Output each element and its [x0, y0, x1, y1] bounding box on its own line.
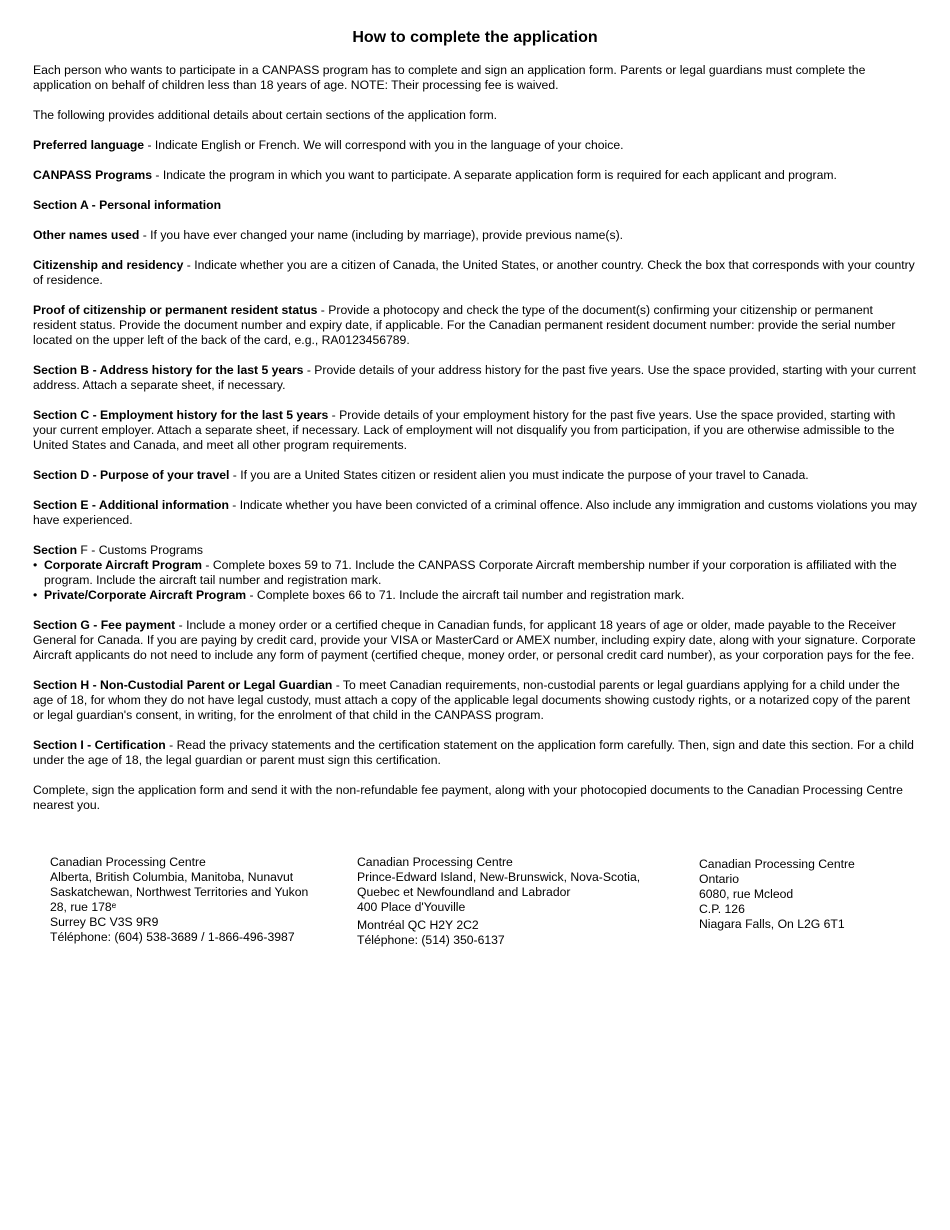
centre-west-regions-2: Saskatchewan, Northwest Territories and Yukon [50, 885, 309, 899]
canpass-programs-text: - Indicate the program in which you want to participate. A separate application form is required for each applicant and program. [151, 168, 837, 182]
section-c-paragraph [33, 408, 917, 453]
private-corporate-aircraft-text: - Complete boxes 66 to 71. Include the aircraft tail number and registration mark. [246, 588, 685, 602]
centre-ontario-city: Niagara Falls, On L2G 6T1 [699, 917, 845, 931]
section-d-paragraph [33, 468, 917, 483]
list-item [33, 588, 917, 603]
preferred-language-paragraph [33, 138, 917, 153]
centre-east-city: Montréal QC H2Y 2C2 [357, 918, 479, 932]
section-b-paragraph [33, 363, 917, 393]
section-c-label: Section C - Employment history for the last 5 years [33, 408, 329, 422]
section-f-list [33, 558, 917, 603]
preferred-language-text: - Indicate English or French. We will correspond with you in the language of your choice. [144, 138, 624, 152]
section-d-label: Section D - Purpose of your travel [33, 468, 230, 482]
preferred-language-label: Preferred language [33, 138, 145, 152]
centre-east-regions-1: Prince-Edward Island, New-Brunswick, Nova-Scotia, [357, 870, 641, 884]
other-names-paragraph [33, 228, 917, 243]
list-item [33, 558, 917, 588]
canpass-programs-label: CANPASS Programs [33, 168, 152, 182]
section-e-text: - Indicate whether you have been convicted of a criminal offence. Also include any immigration and customs violations you may have experienced. [33, 498, 917, 527]
section-e-label: Section E - Additional information [33, 498, 229, 512]
centre-west-name: Canadian Processing Centre [50, 855, 206, 869]
instructions-page [33, 28, 917, 828]
centre-ontario-street: 6080, rue Mcleod [699, 887, 794, 901]
corporate-aircraft-label: Corporate Aircraft Program [44, 558, 203, 572]
citizenship-label: Citizenship and residency [33, 258, 184, 272]
section-b-label: Section B - Address history for the last 5 years [33, 363, 304, 377]
private-corporate-aircraft-label: Private/Corporate Aircraft Program [44, 588, 247, 602]
section-g-paragraph [33, 618, 917, 663]
other-names-text: - If you have ever changed your name (including by marriage), provide previous name(s). [139, 228, 624, 242]
centre-ontario-region: Ontario [699, 872, 739, 886]
citizenship-paragraph [33, 258, 917, 288]
section-i-paragraph [33, 738, 917, 768]
section-d-text: - If you are a United States citizen or resident alien you must indicate the purpose of your travel to Canada. [229, 468, 809, 482]
section-i-text: - Read the privacy statements and the certification statement on the application form carefully. Then, sign and date this section. For a child under the age of 18, the legal guardian or parent must sign this certification. [33, 738, 914, 767]
centre-ontario-po-box: C.P. 126 [699, 902, 745, 916]
proof-text: - Provide a photocopy and check the type of the document(s) confirming your citizenship or permanent resident status. Provide the document number and expiry date, if applicable. For the Canadian permanent resident document number: provide the serial number located on the upper left of the back of the card, e.g., RA0123456789. [33, 303, 896, 347]
section-h-label: Section H - Non-Custodial Parent or Legal Guardian [33, 678, 333, 692]
section-g-text: - Include a money order or a certified cheque in Canadian funds, for applicant 18 years of age or older, made payable to the Receiver General for Canada. If you are paying by credit card, provide your VISA or MasterCard or AMEX number, including expiry date, along with your signature. Corporate Aircraft applicants do not need to include any form of payment (certified cheque, money order, or personal credit card number), as your corporation pays for the fee. [33, 618, 916, 662]
proof-label: Proof of citizenship or permanent resident status [33, 303, 318, 317]
centre-east-regions-2: Quebec et Newfoundland and Labrador [357, 885, 571, 899]
centre-west-city: Surrey BC V3S 9R9 [50, 915, 159, 929]
section-e-paragraph [33, 498, 917, 528]
section-a-label: Section A - Personal information [33, 198, 222, 212]
bullet-icon: • [33, 558, 38, 572]
intro-paragraph: Each person who wants to participate in a CANPASS program has to complete and sign an application form. Parents or legal guardians must complete the application on behalf of children less than 18 years of age. NOTE: Their processing fee is waived. [33, 63, 866, 92]
canpass-programs-paragraph [33, 168, 917, 183]
centre-east-street: 400 Place d'Youville [357, 900, 466, 914]
section-b-text: - Provide details of your address history for the past five years. Use the space provided, starting with your current address. Attach a separate sheet, if necessary. [33, 363, 916, 392]
centre-east-address [357, 855, 640, 948]
section-h-text: - To meet Canadian requirements, non-custodial parents or legal guardians applying for a child under the age of 18, for whom they do not have legal custody, must attach a copy of the applicable legal documents showing custody rights, or a notarized copy of the parent or legal guardian's consent, in writing, for the enrolment of that child in the CANPASS program. [33, 678, 911, 722]
page-title: How to complete the application [352, 29, 598, 46]
centre-west-street: 28, rue 178ᵉ [50, 900, 117, 914]
centre-west-regions-1: Alberta, British Columbia, Manitoba, Nunavut [50, 870, 294, 884]
citizenship-text: - Indicate whether you are a citizen of Canada, the United States, or another country. Check the box that corresponds with your country of residence. [33, 258, 915, 287]
section-h-paragraph [33, 678, 917, 723]
intro-details: The following provides additional details about certain sections of the application form. [33, 108, 498, 122]
centre-west-phone: Téléphone: (604) 538-3689 / 1-866-496-3987 [50, 930, 295, 944]
bullet-icon: • [33, 588, 38, 602]
section-f-heading [33, 543, 917, 558]
centre-west-address [50, 855, 308, 945]
section-f-text: F - Customs Programs [77, 543, 203, 557]
centre-ontario-address [699, 857, 855, 932]
section-i-label: Section I - Certification [33, 738, 166, 752]
section-a-heading [33, 198, 917, 213]
other-names-label: Other names used [33, 228, 140, 242]
centre-east-name: Canadian Processing Centre [357, 855, 513, 869]
corporate-aircraft-text: - Complete boxes 59 to 71. Include the CANPASS Corporate Aircraft membership number if your corporation is affiliated with the program. Include the aircraft tail number and registration mark. [44, 558, 897, 587]
centre-ontario-name: Canadian Processing Centre [699, 857, 855, 871]
section-c-text: - Provide details of your employment history for the past five years. Use the space provided, starting with your current employer. Attach a separate sheet, if necessary. Lack of employment will not disqualify you from participation, if you are otherwise admissible to the United States and Canada, and meet all other program requirements. [33, 408, 896, 452]
proof-paragraph [33, 303, 917, 348]
centre-east-phone: Téléphone: (514) 350-6137 [357, 933, 505, 947]
section-f-label: Section [33, 543, 78, 557]
section-g-label: Section G - Fee payment [33, 618, 176, 632]
closing-paragraph: Complete, sign the application form and send it with the non-refundable fee payment, along with your photocopied documents to the Canadian Processing Centre nearest you. [33, 783, 903, 812]
